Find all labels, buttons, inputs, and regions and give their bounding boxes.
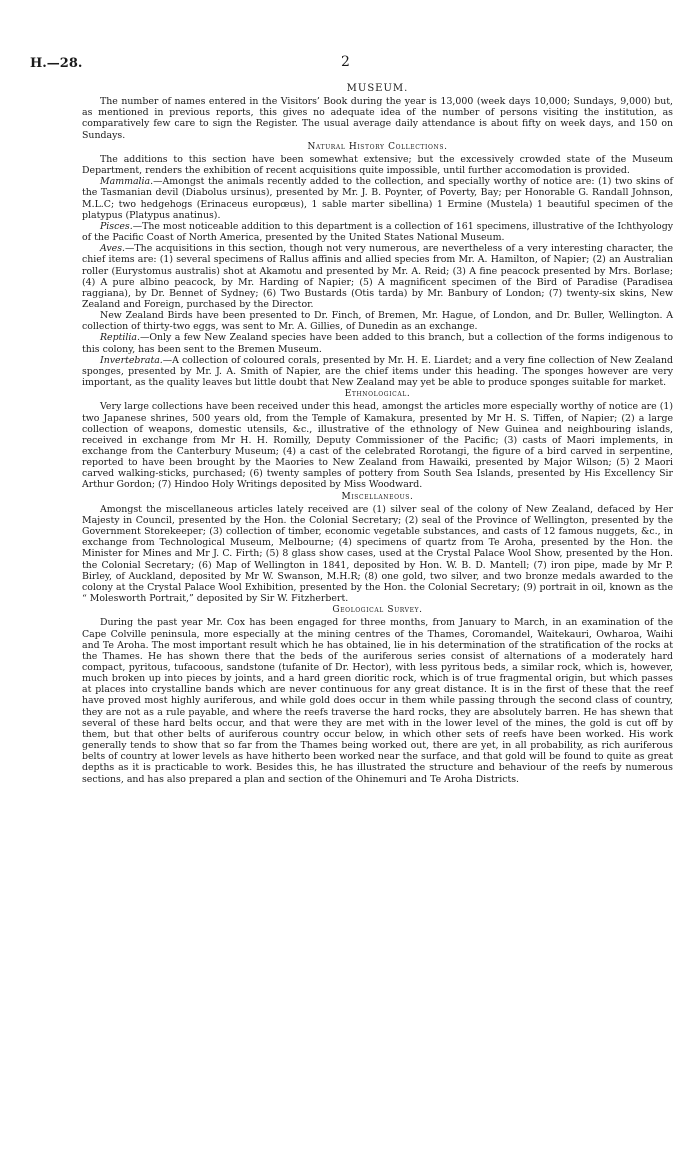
paragraph-invertebrata [82,355,673,388]
section-heading-miscellaneous: Miscellaneous. [341,491,414,502]
paragraph-natural-history-intro: The additions to this section have been somewhat extensive; but the excessively crowded state of the Museum Department, renders the exhibition of recent acquisitions quite impossible, until further accomodation is provided. [82,153,673,177]
paragraph-visitors: The number of names entered in the Visitors’ Book during the year is 13,000 (week days 10,000; Sundays, 9,000) but, as mentioned in previous reports, this gives no adequate idea of the number of persons visiting the institution, as comparatively few care to sign the Register. The usual average daily attendance is about fifty on week days, and 150 on Sundays. [82,96,673,141]
lead-mammalia: Mammalia. [100,176,154,188]
text-invertebrata: —A collection of coloured corals, presented by Mr. H. E. Liardet; and a very fine collection of New Zealand sponges, presented by Mr. J. A. Smith of Napier, are the chief items under this heading. The sponges however are very important, as the quality leaves but little doubt that New Zealand may yet be able to produce sponges suitable for market. [82,354,673,389]
page-number: 2 [341,54,350,70]
text-reptilia: —Only a few New Zealand species have been added to this branch, but a collection of the forms indigenous to this colony, has been sent to the Bremen Museum. [82,332,673,355]
paragraph-miscellaneous: Amongst the miscellaneous articles lately received are (1) silver seal of the colony of New Zealand, defaced by Her Majesty in Council, presented by the Hon. the Colonial Secretary; (2) seal of the Province of Wellington, presented by the Government Storekeeper; (3) collection of timber, economic vegetable substances, and casts of 12 famous nuggets, &c., in exchange from Technological Museum, Melbourne; (4) specimens of quartz from Te Aroha, presented by the Hon. the Minister for Mines and Mr J. C. Firth; (5) 8 glass show cases, used at the Crystal Palace Wool Show, presented by the Hon. the Colonial Secretary; (6) Map of Wellington in 1841, deposited by Hon. W. B. D. Mantell; (7) iron pipe, made by Mr P. Birley, of Auckland, deposited by Mr W. Swanson, M.H.R; (8) one gold, two silver, and two bronze medals awarded to the colony at the Crystal Palace Wool Exhibition, presented by the Hon. the Colonial Secretary; (9) portrait in oil, known as the “ Molesworth Portrait,” deposited by Sir W. Fitzherbert. [82,503,673,605]
text-mammalia: —Amongst the animals recently added to the collection, and specially worthy of notice are: (1) two skins of the Tasmanian devil (Diabolus ursinus), presented by Mr. J. B. Poynter, of Poverty, Bay; per Honorable G. Randall Johnson, M.L.C; two hedgehogs (Erinaceus europœus), 1 sable marter sibellina) 1 Ermine (Mustela) 1 beautiful specimen of the platypus (Platypus anatinus). [82,176,673,221]
paragraph-aves [82,243,673,310]
paragraph-mammalia [82,176,673,221]
section-heading-ethnological: Ethnological. [344,389,411,400]
text-aves: —The acquisitions in this section, though not very numerous, are nevertheless of a very interesting character, the chief items are: (1) several specimens of Rallus affinis and allied species from Mr. A. Hamilton, of Napier; (2) an Australian roller (Eurystomus australis) shot at Akamotu and presented by Mr. A. Reid; (3) A fine peacock presented by Mrs. Borlase; (4) A pure albino peacock, by Mr. Harding of Napier; (5) A magnificent specimen of the Bird of Paradise (Paradisea raggiana), by Dr. Bennet of Sydney; (6) Two Bustards (Otis tarda) by Mr. Banbury of London; (7) twenty-six skins, New Zealand and Foreign, purchased by the Director. [82,243,673,310]
document-body [82,83,673,785]
lead-invertebrata: Invertebrata. [100,354,163,366]
paragraph-ethnological: Very large collections have been received under this head, amongst the articles more especially worthy of notice are (1) two Japanese shrines, 500 years old, from the Temple of Kamakura, presented by Mr H. S. Tiffen, of Napier; (2) a large collection of weapons, domestic utensils, &c., illustrative of the ethnology of New Guinea and neighbouring islands, received in exchange from Mr H. H. Romilly, Deputy Commissioner of the Pacific; (3) casts of Maori implements, in exchange from the Canterbury Museum; (4) a cast of the celebrated Rorotangi, the figure of a bird carved in serpentine, reported to have been brought by the Maories to New Zealand from Hawaiki, presented by Major Wilson; (5) 2 Maori carved walking-sticks, purchased; (6) twenty samples of pottery from South Sea Islands, presented by His Excellency Sir Arthur Gordon; (7) Hindoo Holy Writings deposited by Miss Woodward. [82,401,673,491]
lead-reptilia: Reptilia. [100,332,140,344]
document-reference: H.—28. [30,56,83,71]
section-heading-natural-history: Natural History Collections. [307,141,448,152]
text-pisces: —The most noticeable addition to this department is a collection of 161 specimens, illustrative of the Ichthyology of the Pacific Coast of North America, presented by the United States National Museum. [82,220,673,244]
paragraph-pisces [82,221,673,243]
paragraph-reptilia [82,332,673,354]
section-heading-museum: MUSEUM. [346,83,409,94]
section-heading-geological-survey: Geological Survey. [332,605,423,616]
paragraph-nz-birds: New Zealand Birds have been presented to Dr. Finch, of Bremen, Mr. Hague, of London, and Dr. Buller, Wellington. A collection of thirty-two eggs, was sent to Mr. A. Gillies, of Dunedin as an exchange. [82,310,673,333]
paragraph-geological-survey: During the past year Mr. Cox has been engaged for three months, from January to March, in an examination of the Cape Colville peninsula, more especially at the mining centres of the Thames, Coromandel, Waitekauri, Owharoa, Waihi and Te Aroha. The most important result which he has obtained, lie in his determination of the stratification of the rocks at the Thames. He has shown there that the beds of the auriferous series consist of alternations of a moderately hard compact, pyritous, tufacoous, sandstone (tufanite of Dr. Hector), with less pyritous beds, a similar rock, which is, however, much broken up into pieces by joints, and a hard green dioritic rock, which is of true fragmental origin, but which passes at places into crystalline bands which are never continuous for any great distance. It is in the first of these that the reef have proved most highly auriferous, and while gold does occur in them while passing through the second class of country, they are not as a rule payable, and where the reefs traverse the hard rocks, they are absolutely barren. He has shewn that several of these hard belts occur, and that were they are met with in the lower level of the mines, the gold is cut off by them, but that other belts of auriferous country occur below, in which other sets of reefs have been worked. His work generally tends to show that so far from the Thames being worked out, there are yet, in all probability, as rich auriferous belts of country at lower levels as have hitherto been worked near the surface, and that gold will be found to quite as great depths as it is practicable to work. Besides this, he has illustrated the structure and behaviour of the reefs by numerous sections, and has also prepared a plan and section of the Ohinemuri and Te Aroha Districts. [82,617,673,785]
lead-pisces: Pisces. [100,220,133,232]
lead-aves: Aves. [100,243,126,255]
